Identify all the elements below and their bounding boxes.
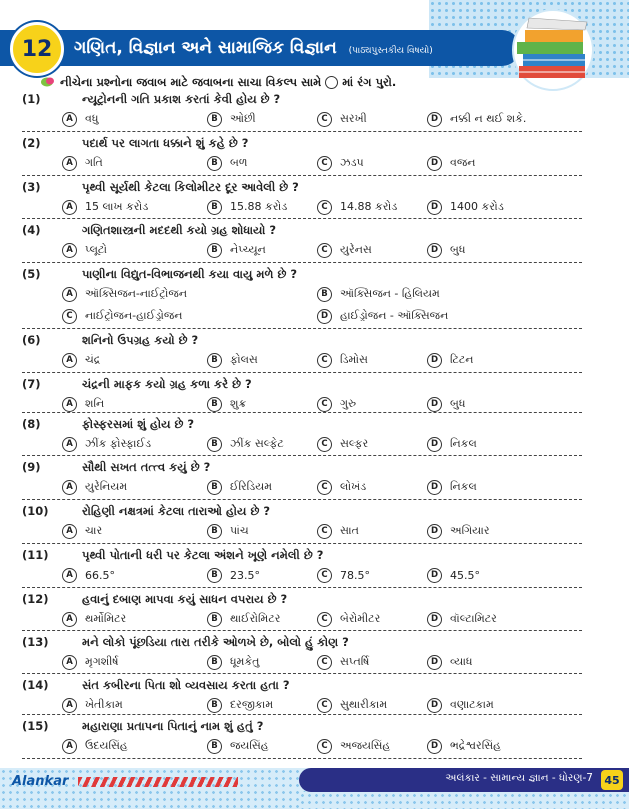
option-label: થર્મોમિટર [85, 612, 127, 625]
answer-option[interactable] [427, 110, 526, 128]
option-letter-circle[interactable]: D [427, 655, 442, 670]
question-text [22, 178, 299, 196]
question-number: (14) [22, 678, 49, 692]
question-label: સૌથી સખત તત્ત્વ કયું છે ? [82, 459, 211, 474]
option-letter-circle[interactable]: B [317, 287, 332, 302]
answer-option[interactable] [317, 522, 359, 540]
leaf-bullet-icon [40, 76, 56, 88]
publisher-logo: Alankar [12, 774, 69, 789]
answer-option[interactable] [317, 478, 366, 496]
option-letter-circle[interactable]: D [427, 200, 442, 215]
answer-option[interactable] [62, 435, 151, 453]
option-label: વણાટકામ [450, 698, 494, 711]
option-letter-circle[interactable]: B [207, 156, 222, 171]
option-label: પ્લૂટો [85, 243, 108, 256]
answer-option[interactable] [317, 696, 387, 714]
question-text [22, 458, 210, 476]
option-label: ઝીંક સલ્ફેટ [230, 437, 284, 450]
question-number: (2) [22, 136, 41, 150]
question-number: (8) [22, 417, 41, 431]
question-divider [22, 262, 582, 263]
option-row [62, 110, 582, 128]
option-row [62, 285, 582, 303]
option-label: દરજીકામ [230, 698, 274, 711]
answer-option[interactable] [317, 110, 367, 128]
option-letter-circle[interactable]: D [427, 612, 442, 627]
answer-option[interactable] [62, 241, 107, 259]
option-letter-circle[interactable]: C [317, 655, 332, 670]
option-letter-circle[interactable]: D [427, 437, 442, 452]
option-label: જયસિંહ [230, 739, 269, 752]
option-label: ધૂમકેતુ [230, 655, 260, 668]
question-text [22, 90, 280, 108]
question-number: (11) [22, 548, 49, 562]
option-row [62, 307, 582, 325]
option-letter-circle[interactable]: B [207, 437, 222, 452]
question-number: (15) [22, 719, 49, 733]
answer-option[interactable] [317, 395, 356, 413]
option-row [62, 435, 582, 453]
question-label: હવાનું દબાણ માપવા કયું સાધન વપરાય છે ? [82, 591, 288, 606]
option-label: બળ [230, 156, 248, 169]
question-number: (12) [22, 592, 49, 606]
option-label: ખેતીકામ [85, 698, 123, 711]
question-label: પૃથ્વી સૂર્યથી કેટલા કિલોમીટર દૂર આવેલી છે ? [82, 179, 299, 194]
option-letter-circle[interactable]: A [62, 739, 77, 754]
answer-option[interactable] [62, 307, 183, 325]
option-letter-circle[interactable]: D [427, 156, 442, 171]
option-label: 45.5° [450, 568, 480, 582]
answer-option[interactable] [207, 241, 266, 259]
option-row [62, 395, 582, 413]
option-letter-circle[interactable]: A [62, 200, 77, 215]
question-text [22, 546, 323, 564]
answer-circle-icon [325, 76, 338, 89]
option-letter-circle[interactable]: B [207, 612, 222, 627]
option-label: બુધ [450, 397, 466, 410]
option-letter-circle[interactable]: A [62, 287, 77, 302]
option-letter-circle[interactable]: C [317, 156, 332, 171]
answer-option[interactable] [62, 285, 187, 303]
answer-option[interactable] [427, 435, 477, 453]
answer-option[interactable] [207, 154, 247, 172]
answer-option[interactable] [62, 351, 100, 369]
option-label: ભદ્રેશ્વરસિંહ [450, 739, 501, 752]
option-label: ઑક્સિજન - હિલિયમ [340, 287, 440, 300]
option-letter-circle[interactable]: D [427, 397, 442, 412]
answer-option[interactable] [62, 478, 127, 496]
option-letter-circle[interactable]: B [207, 200, 222, 215]
option-row [62, 154, 582, 172]
answer-option[interactable] [207, 696, 273, 714]
question-divider [22, 714, 582, 715]
option-letter-circle[interactable]: A [62, 156, 77, 171]
option-letter-circle[interactable]: B [207, 397, 222, 412]
answer-option[interactable] [427, 241, 465, 259]
answer-option[interactable] [207, 478, 272, 496]
answer-option[interactable] [207, 198, 287, 216]
option-letter-circle[interactable]: D [427, 480, 442, 495]
answer-option[interactable] [317, 610, 380, 628]
answer-option[interactable] [207, 395, 246, 413]
answer-option[interactable] [427, 610, 497, 628]
answer-option[interactable] [207, 351, 258, 369]
option-row [62, 478, 582, 496]
option-letter-circle[interactable]: C [62, 309, 77, 324]
question-number: (5) [22, 267, 41, 281]
answer-option[interactable] [317, 198, 397, 216]
answer-option[interactable] [62, 696, 123, 714]
option-label: ઑક્સિજન-નાઈટ્રોજન [85, 287, 188, 300]
question-divider [22, 328, 582, 329]
option-letter-circle[interactable]: B [207, 243, 222, 258]
option-label: શનિ [85, 397, 105, 410]
instruction-text: નીચેના પ્રશ્નોના જવાબ માટે જવાબના સાચા વિકલ્પ સામે [60, 74, 322, 89]
question-text [22, 331, 198, 349]
answer-option[interactable] [62, 610, 126, 628]
option-letter-circle[interactable]: B [207, 353, 222, 368]
option-label: પાંચ [230, 524, 249, 537]
footer-right-dot-pattern [299, 792, 629, 809]
option-label: ઉદયસિંહ [85, 739, 128, 752]
option-letter-circle[interactable]: D [427, 698, 442, 713]
question-divider [22, 131, 582, 132]
option-label: 66.5° [85, 568, 115, 582]
option-letter-circle[interactable]: D [427, 112, 442, 127]
option-letter-circle[interactable]: A [62, 112, 77, 127]
option-label: અજયસિંહ [340, 739, 391, 752]
answer-option[interactable] [317, 737, 390, 755]
question-label: ગણિતશાસ્ત્રની મદદથી કયો ગ્રહ શોધાયો ? [82, 222, 277, 237]
answer-option[interactable] [317, 241, 372, 259]
answer-option[interactable] [427, 737, 501, 755]
option-letter-circle[interactable]: C [317, 397, 332, 412]
answer-option[interactable] [317, 285, 440, 303]
question-label: મને લોકો પૂંછડિયા તારા તરીકે ઓળખે છે, બોલો હું કોણ ? [82, 634, 349, 649]
answer-option[interactable] [207, 566, 260, 584]
option-label: શુક્ર [230, 397, 247, 410]
answer-option[interactable] [62, 566, 115, 584]
option-label: સુથારીકામ [340, 698, 388, 711]
question-text [22, 415, 194, 433]
option-label: વધુ [85, 112, 99, 125]
question-number: (4) [22, 223, 41, 237]
option-letter-circle[interactable]: D [427, 353, 442, 368]
option-label: 23.5° [230, 568, 260, 582]
option-letter-circle[interactable]: B [207, 524, 222, 539]
question-label: સંત કબીરના પિતા શો વ્યવસાય કરતા હતા ? [82, 677, 290, 692]
answer-option[interactable] [207, 737, 269, 755]
option-letter-circle[interactable]: D [427, 568, 442, 583]
option-label: હાઈડ્રોજન - ઑક્સિજન [340, 309, 449, 322]
question-divider [22, 630, 582, 631]
option-label: વજન [450, 156, 476, 169]
option-label: ગતિ [85, 156, 103, 169]
page-number: 45 [601, 770, 623, 790]
question-number: (10) [22, 504, 49, 518]
question-label: ફોસ્ફરસમાં શું હોય છે ? [82, 416, 195, 431]
answer-option[interactable] [427, 198, 504, 216]
page-header [0, 0, 629, 78]
option-letter-circle[interactable]: B [207, 568, 222, 583]
option-row [62, 351, 582, 369]
option-label: વ્યાધ [450, 655, 473, 668]
option-row [62, 737, 582, 755]
answer-option[interactable] [62, 737, 128, 755]
question-text [22, 265, 297, 283]
option-row [62, 241, 582, 259]
answer-option[interactable] [317, 307, 448, 325]
option-label: બેરોમીટર [340, 612, 381, 625]
option-row [62, 610, 582, 628]
answer-option[interactable] [427, 696, 494, 714]
option-label: 1400 કરોડ [450, 200, 504, 213]
question-number: (7) [22, 377, 41, 391]
option-letter-circle[interactable]: A [62, 655, 77, 670]
question-number: (13) [22, 635, 49, 649]
option-label: નિકલ [450, 437, 477, 450]
answer-option[interactable] [62, 154, 103, 172]
instruction-text-end: માં રંગ પુરો. [342, 74, 397, 89]
chapter-number: 12 [21, 36, 53, 62]
option-letter-circle[interactable]: B [207, 698, 222, 713]
question-divider [22, 587, 582, 588]
option-letter-circle[interactable]: A [62, 243, 77, 258]
option-letter-circle[interactable]: C [317, 353, 332, 368]
option-row [62, 653, 582, 671]
option-label: ચાર [85, 524, 103, 537]
question-label: પૃથ્વી પોતાની ધરી પર કેટલા અંશને ખૂણે નમેલી છે ? [82, 547, 324, 562]
option-letter-circle[interactable]: C [317, 243, 332, 258]
answer-option[interactable] [62, 653, 119, 671]
instruction-line [40, 72, 396, 92]
question-label: ચંદ્રની માફક કયો ગ્રહ કળા કરે છે ? [82, 376, 252, 391]
answer-option[interactable] [317, 154, 364, 172]
option-letter-circle[interactable]: C [317, 739, 332, 754]
question-divider [22, 175, 582, 176]
answer-option[interactable] [427, 653, 473, 671]
books-stack-icon [501, 8, 605, 92]
answer-option[interactable] [317, 351, 368, 369]
option-letter-circle[interactable]: A [62, 353, 77, 368]
question-text [22, 134, 248, 152]
answer-option[interactable] [207, 110, 256, 128]
option-letter-circle[interactable]: D [427, 524, 442, 539]
option-label: ઈરિડિયમ [230, 480, 272, 493]
question-number: (1) [22, 92, 41, 106]
option-letter-circle[interactable]: C [317, 480, 332, 495]
question-divider [22, 218, 582, 219]
chapter-subtitle: (પાઠ્યપુસ્તકીય વિષયો) [348, 46, 433, 56]
option-label: 15 લાખ કરોડ [85, 200, 149, 213]
answer-option[interactable] [317, 566, 370, 584]
question-divider [22, 412, 582, 413]
option-label: ટિટન [450, 353, 474, 366]
option-letter-circle[interactable]: B [207, 480, 222, 495]
option-label: સાત [340, 524, 359, 537]
question-text [22, 590, 287, 608]
question-label: શનિનો ઉપગ્રહ કયો છે ? [82, 332, 199, 347]
option-letter-circle[interactable]: A [62, 397, 77, 412]
question-text [22, 502, 270, 520]
answer-option[interactable] [427, 351, 474, 369]
option-label: નેપ્ચ્યૂન [230, 243, 266, 256]
page-footer [0, 768, 629, 809]
answer-option[interactable] [427, 478, 477, 496]
answer-option[interactable] [317, 653, 369, 671]
option-label: યુરેનસ [340, 243, 372, 256]
chapter-number-badge [10, 22, 64, 76]
answer-option[interactable] [62, 522, 102, 540]
option-letter-circle[interactable]: A [62, 524, 77, 539]
option-row [62, 198, 582, 216]
question-text [22, 221, 276, 239]
option-letter-circle[interactable]: A [62, 612, 77, 627]
chapter-title-text: ગણિત, વિજ્ઞાન અને સામાજિક વિજ્ઞાન [74, 38, 337, 58]
option-row [62, 696, 582, 714]
answer-option[interactable] [207, 435, 284, 453]
option-letter-circle[interactable]: D [427, 243, 442, 258]
option-letter-circle[interactable]: B [207, 655, 222, 670]
option-label: ચંદ્ર [85, 353, 101, 366]
option-label: ડિમોસ [340, 353, 368, 366]
option-label: વૉલ્ટામિટર [450, 612, 497, 625]
answer-option[interactable] [62, 395, 104, 413]
option-letter-circle[interactable]: C [317, 612, 332, 627]
question-label: મહારાણા પ્રતાપના પિતાનું નામ શું હતું ? [82, 718, 264, 733]
answer-option[interactable] [427, 395, 465, 413]
option-label: સપ્તર્ષિ [340, 655, 370, 668]
question-number: (6) [22, 333, 41, 347]
question-text [22, 375, 252, 393]
option-label: મૃગશીર્ષ [85, 655, 119, 668]
option-label: સલ્ફર [340, 437, 369, 450]
answer-option[interactable] [207, 610, 280, 628]
question-divider [22, 543, 582, 544]
option-label: ઓછી [230, 112, 256, 125]
question-text [22, 676, 290, 694]
question-divider [22, 758, 582, 759]
question-divider [22, 455, 582, 456]
option-letter-circle[interactable]: D [317, 309, 332, 324]
option-row [62, 566, 582, 584]
option-label: ઝીંક ફોસ્ફાઈડ [85, 437, 152, 450]
option-letter-circle[interactable]: C [317, 437, 332, 452]
question-text [22, 717, 263, 735]
option-letter-circle[interactable]: C [317, 524, 332, 539]
question-label: પદાર્થ પર લાગતા ધક્કાને શું કહે છે ? [82, 135, 249, 150]
question-divider [22, 372, 582, 373]
option-letter-circle[interactable]: C [317, 568, 332, 583]
question-label: ન્યૂટ્રોનની ગતિ પ્રકાશ કરતાં કેવી હોય છે ? [82, 91, 281, 106]
option-letter-circle[interactable]: A [62, 480, 77, 495]
option-label: બુધ [450, 243, 466, 256]
question-divider [22, 673, 582, 674]
option-label: થાઈરોમિટર [230, 612, 281, 625]
option-label: ગુરુ [340, 397, 357, 410]
option-letter-circle[interactable]: A [62, 437, 77, 452]
option-label: ઝડપ [340, 156, 364, 169]
option-row [62, 522, 582, 540]
option-label: 14.88 કરોડ [340, 200, 398, 213]
option-label: નક્કી ન થઈ શકે. [450, 112, 527, 125]
option-label: નિકલ [450, 480, 477, 493]
answer-option[interactable] [207, 653, 259, 671]
option-label: 78.5° [340, 568, 370, 582]
option-label: લોખંડ [340, 480, 367, 493]
answer-option[interactable] [427, 154, 475, 172]
option-label: નાઈટ્રોજન-હાઈડ્રોજન [85, 309, 183, 322]
question-number: (9) [22, 460, 41, 474]
answer-option[interactable] [62, 110, 98, 128]
option-letter-circle[interactable]: D [427, 739, 442, 754]
answer-option[interactable] [427, 566, 480, 584]
option-label: 15.88 કરોડ [230, 200, 288, 213]
question-text [22, 633, 349, 651]
option-letter-circle[interactable]: A [62, 568, 77, 583]
answer-option[interactable] [62, 198, 148, 216]
question-divider [22, 499, 582, 500]
option-letter-circle[interactable]: B [207, 112, 222, 127]
option-letter-circle[interactable]: A [62, 698, 77, 713]
option-label: સરખી [340, 112, 367, 125]
option-label: યુરેનિયમ [85, 480, 128, 493]
option-letter-circle[interactable]: B [207, 739, 222, 754]
option-letter-circle[interactable]: C [317, 698, 332, 713]
option-label: ફોલસ [230, 353, 258, 366]
option-letter-circle[interactable]: C [317, 112, 332, 127]
chapter-title [74, 35, 433, 61]
footer-stripes [78, 777, 238, 787]
answer-option[interactable] [317, 435, 368, 453]
option-label: અગિયાર [450, 524, 490, 537]
answer-option[interactable] [207, 522, 249, 540]
option-letter-circle[interactable]: C [317, 200, 332, 215]
question-number: (3) [22, 180, 41, 194]
question-label: રોહિણી નક્ષત્રમાં કેટલા તારાઓ હોય છે ? [82, 503, 271, 518]
footer-book-title: અલંકાર - સામાન્ય જ્ઞાન - ધોરણ-7 [445, 772, 593, 784]
answer-option[interactable] [427, 522, 490, 540]
question-label: પાણીના વિદ્યુત-વિભાજનથી કયા વાયુ મળે છે ? [82, 266, 298, 281]
